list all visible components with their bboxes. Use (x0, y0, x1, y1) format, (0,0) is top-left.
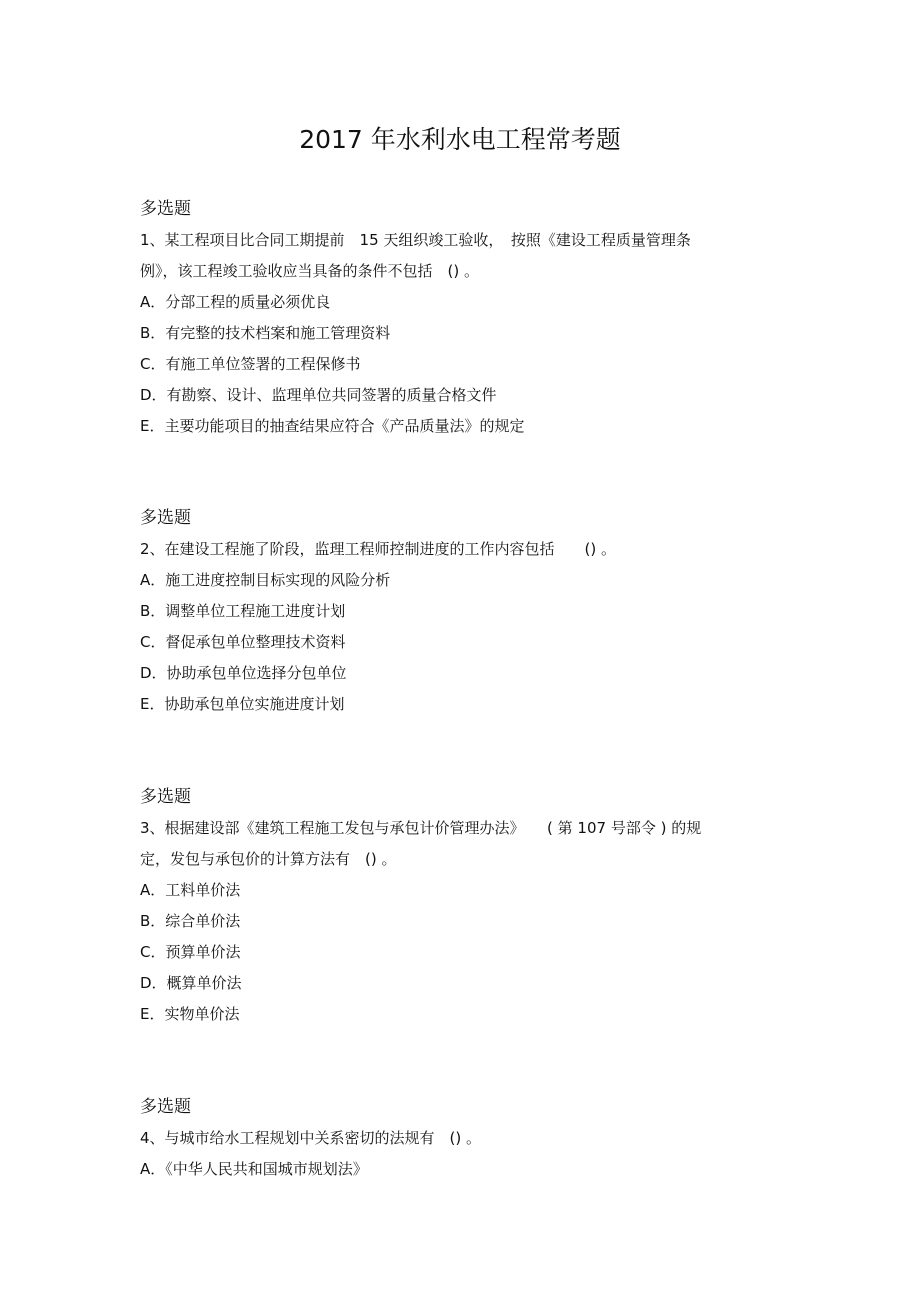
question-section (140, 503, 790, 720)
question-text: 例》，该工程竣工验收应当具备的条件不包括 () 。 (140, 262, 479, 280)
question-section (140, 1092, 790, 1185)
section-header: 多选题 (140, 199, 191, 219)
question-section (140, 194, 790, 442)
answer-option: A．《中华人民共和国城市规划法》 (140, 1160, 368, 1178)
section-header: 多选题 (140, 787, 191, 807)
answer-option: E．主要功能项目的抽查结果应符合《产品质量法》的规定 (140, 417, 525, 435)
answer-option: D．有勘察、设计、监理单位共同签署的质量合格文件 (140, 386, 497, 404)
answer-option: A．施工进度控制目标实现的风险分析 (140, 571, 391, 589)
answer-option: D．协助承包单位选择分包单位 (140, 664, 347, 682)
document-title: 2017 年水利水电工程常考题 (299, 125, 621, 154)
answer-option: C．预算单价法 (140, 943, 241, 961)
section-header: 多选题 (140, 1097, 191, 1117)
answer-option: A．分部工程的质量必须优良 (140, 293, 331, 311)
question-text: 定，发包与承包价的计算方法有 () 。 (140, 850, 397, 868)
answer-option: B．有完整的技术档案和施工管理资料 (140, 324, 391, 342)
question-text: 2、在建设工程施了阶段，监理工程师控制进度的工作内容包括 () 。 (140, 540, 617, 558)
answer-option: D．概算单价法 (140, 974, 242, 992)
answer-option: C．督促承包单位整理技术资料 (140, 633, 346, 651)
question-text: 1、某工程项目比合同工期提前 15 天组织竣工验收， 按照《建设工程质量管理条 (140, 231, 691, 249)
question-section (140, 782, 790, 1030)
question-text: 4、与城市给水工程规划中关系密切的法规有 () 。 (140, 1129, 482, 1147)
answer-option: B．综合单价法 (140, 912, 241, 930)
answer-option: C．有施工单位签署的工程保修书 (140, 355, 361, 373)
section-header: 多选题 (140, 508, 191, 528)
answer-option: E．协助承包单位实施进度计划 (140, 695, 345, 713)
question-text: 3、根据建设部《建筑工程施工发包与承包计价管理办法》 ( 第 107 号部令 ) 的规 (140, 819, 702, 837)
answer-option: A．工料单价法 (140, 881, 241, 899)
answer-option: E．实物单价法 (140, 1005, 240, 1023)
answer-option: B．调整单位工程施工进度计划 (140, 602, 346, 620)
